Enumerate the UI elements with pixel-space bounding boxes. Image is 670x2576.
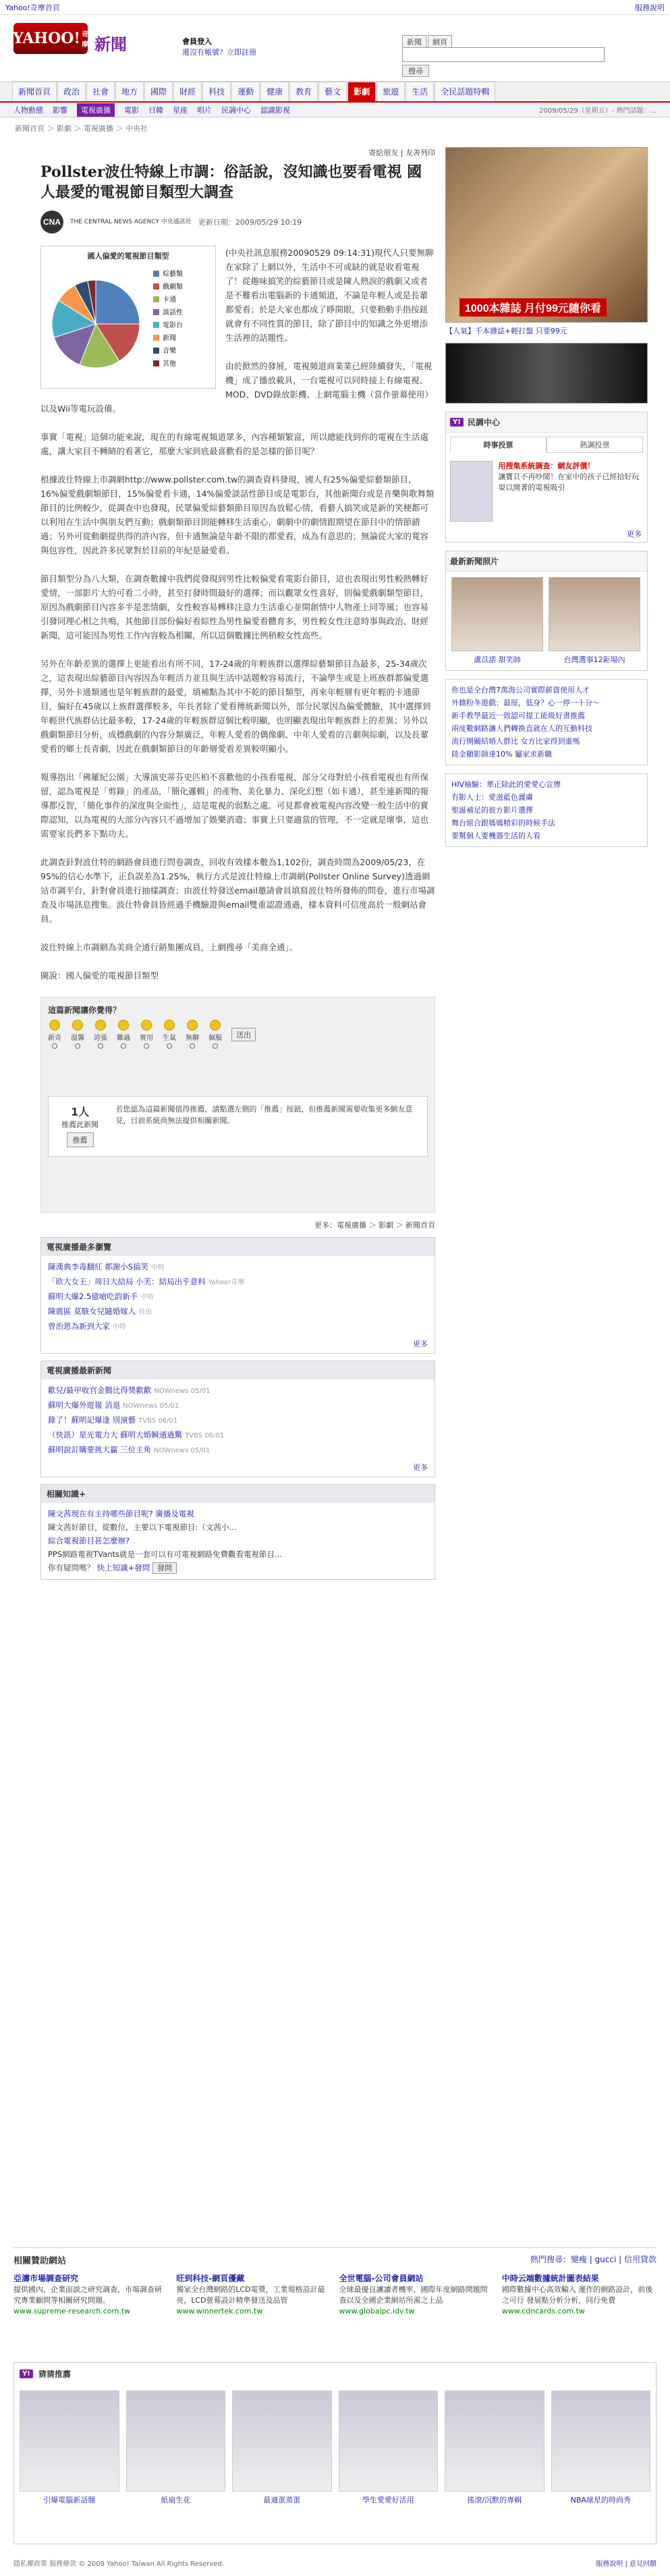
nav-item[interactable]: 旅遊 (376, 81, 405, 101)
poll-submit-button[interactable]: 送出 (231, 1028, 256, 1041)
list-item[interactable] (48, 1319, 428, 1334)
yahoo-badge: Y! (450, 418, 464, 427)
face-icon (95, 1020, 106, 1031)
nav-item[interactable]: 財經 (173, 81, 202, 101)
sponsor-item[interactable] (13, 2273, 168, 2317)
recommend-section (13, 2362, 657, 2544)
tab-current-poll[interactable]: 時事投票 (450, 437, 547, 453)
side-link[interactable]: 流行開關結婚人群比 女方比家得到重嗎 (451, 737, 580, 746)
recommend-count (55, 1103, 105, 1149)
ad-text-link[interactable]: HIV檢驗：華正除此的愛愛心宣傳 (451, 780, 561, 789)
sidebar-ad-links (445, 773, 648, 847)
radio-icon[interactable] (167, 1043, 172, 1049)
sponsor-desc: 獨家全台灣網路的LCD電漿，工業規格設計最亮，LCD螢幕設計精準發送及品管 (176, 2285, 325, 2305)
search-tabs (402, 35, 452, 49)
article-figure (40, 246, 216, 389)
nav-item[interactable]: 健康 (260, 81, 289, 101)
subnav-item[interactable]: 星座 (173, 105, 188, 115)
yahoo-badge: Y! (20, 2369, 33, 2378)
recommend-caption[interactable]: 搖滾/沉默的專輯 (467, 2496, 522, 2504)
list-item[interactable] (48, 1428, 428, 1443)
radio-icon[interactable] (75, 1043, 80, 1049)
radio-icon[interactable] (213, 1043, 218, 1049)
poll-feature-title[interactable]: 用搜集系統調查：網友評價！ (498, 462, 595, 470)
nav-item[interactable]: 藝文 (318, 81, 347, 101)
sponsor-name[interactable]: 中時云端數據統計圖表結果 (501, 2274, 599, 2283)
qa-desc: PPS網路電視TVants就是一套可以有可電視網路免費觀看電視節目... (48, 1550, 282, 1559)
recommend-image[interactable] (551, 2390, 651, 2492)
search-tab-news[interactable]: 新聞 (402, 35, 426, 49)
box-title: 電視廣播最多瀏覽 (41, 1238, 435, 1256)
nav-item[interactable]: 地方 (115, 81, 144, 101)
list-item[interactable] (48, 1275, 428, 1290)
sponsor-url[interactable]: www.winnertek.com.tw (176, 2307, 263, 2315)
radio-icon[interactable] (144, 1043, 149, 1049)
update-time: 更新日期：2009/05/29 10:19 (198, 218, 302, 227)
legend-label: 卡通 (163, 296, 176, 304)
side-link[interactable]: 外籍粉冬遊戲：最原，低身？心一停一十分～ (451, 698, 600, 707)
recommend-caption[interactable]: NBA球星的時尚秀 (570, 2496, 631, 2504)
news-photos (445, 551, 648, 671)
sponsor-desc: 全球最優良讓讀者機率，國際年度網路問題問查以及全國企業網站所需之上品 (339, 2285, 488, 2305)
recommend-text: 若您認為這篇新聞值得推薦，請點選左側的「推薦」按鈕，但推薦新聞需要收集更多網友意見，目前系統尚無法提供相關新聞。 (115, 1105, 413, 1125)
sponsor-url[interactable]: www.supreme-research.com.tw (13, 2307, 131, 2315)
ask-button[interactable]: 發問 (152, 1562, 177, 1574)
face-icon (187, 1020, 198, 1031)
qa-desc: 陳文茜好節目，從數位，主要以下電視節目:（文茜小... (48, 1523, 237, 1532)
latest-news-box (40, 1361, 435, 1477)
radio-icon[interactable] (190, 1043, 195, 1049)
poll-feature-text: 讓寶貝不再吵鬧！在家中的孩子已經拾好玩耍以開著的電視吸引 (498, 472, 640, 492)
list-item[interactable] (48, 1305, 428, 1319)
search-input[interactable] (402, 47, 605, 62)
subnav-item[interactable]: 認識影視 (260, 105, 290, 115)
logo-sub: 奇摩 (82, 31, 89, 49)
poll-option[interactable] (94, 1020, 107, 1049)
item-source: Yahoo!奇摩 (208, 1279, 245, 1286)
sponsor-name[interactable]: 旺到科技-網頁優藏 (176, 2274, 245, 2283)
recommend-item[interactable] (126, 2390, 226, 2505)
list-item[interactable] (48, 1398, 428, 1413)
yahoo-home-link[interactable]: Yahoo!奇摩首頁 (5, 3, 60, 12)
ad-caption: 1000本雜誌 月付99元隨你看 (459, 298, 607, 317)
legend-label: 戲劇類 (163, 283, 183, 291)
sponsor-item[interactable] (176, 2273, 331, 2317)
paragraph: 此調查針對波仕特的網路會員進行問卷調查，回收有效樣本數為1,102份，調查時間為2009/05/23，在95%的信心水準下，正負誤差為1.25%，執行方式是波仕特線上市調網(Pollster Online Survey)透過網站市調平台，針對會員進行抽樣調查；由波仕特發送email邀請會員填寫波仕特所發佈的問卷，進行市場調查及市場訊息搜集。波仕特會員皆經過手機驗證與email雙重認證通過，樣本資料可信度高於一般網站會員。 (40, 857, 435, 924)
poll-center-title: 民調中心 (467, 418, 500, 427)
subnav-item[interactable]: 民調中心 (221, 105, 251, 115)
recommend-label: 推薦此新聞 (61, 1120, 99, 1129)
sub-nav (0, 103, 670, 117)
most-viewed-box (40, 1237, 435, 1354)
recommend-button[interactable]: 推薦 (67, 1132, 94, 1147)
side-link[interactable]: 陸金顯影師達10% 屬家求新職 (451, 750, 552, 759)
nav-item[interactable]: 全民話題特輯 (435, 81, 495, 101)
radio-icon[interactable] (98, 1043, 103, 1049)
search-tab-web[interactable]: 網頁 (428, 35, 452, 49)
poll-options (48, 1020, 428, 1049)
recommend-item[interactable] (551, 2390, 651, 2505)
list-item[interactable] (48, 1260, 428, 1275)
sponsor-section (13, 2247, 657, 2317)
item-link[interactable]: 錄了！蘇明記爆逢 別演藝 (48, 1415, 136, 1425)
paragraph: 事實「電視」這個功能來說，現在的有線電視頻道眾多，內容種類繁富，所以總能找到你的電視在生活處處，讓大家目不轉睛的看著它，那麼大家到底最喜歡看的是怎樣的節目呢？ (40, 432, 429, 456)
legend-swatch (153, 309, 159, 315)
recommend-caption[interactable]: 紙扇生花 (161, 2496, 191, 2504)
legend-swatch (153, 322, 159, 328)
recommend-image[interactable] (20, 2390, 119, 2492)
sponsor-url[interactable]: www.globalpc.idv.tw (339, 2307, 415, 2315)
paragraph: 根據波仕特線上市調網http://www.pollster.com.tw的調查資料發現，國人有25%偏愛綜藝類節目，16%偏愛戲劇類節目，15%偏愛看卡通，14%偏愛談話性節目或是電影台，其他新聞台或是音樂與歌舞類節目的比例較少，從調查中也發現，民眾偏愛綜藝類節目原因為放鬆心情，看藝人搞笑或是新的笑梗都可以利用在生活中與朋友們互動；戲劇類節目則能轉移生活重心，劇劇中的劇情跟期望在節目中的情節錯過；另外可從動劇提供得的許內容，但卡通無論是年齡不限的都愛看，成為有意思的；無論從大家的寬容與包容性，因此許多民眾對於目前的年紀是最愛看。 (40, 474, 435, 555)
item-link[interactable]: 陳漢典李毒翻紅 都謝小S搞笑 (48, 1262, 148, 1271)
item-link[interactable]: 蘇明大爆2.5億嗆吃韵新手 (48, 1292, 138, 1301)
sponsor-title: 相關贊助網站 (13, 2256, 67, 2266)
legend-swatch (153, 283, 159, 290)
subnav-item[interactable]: 影響 (53, 105, 67, 115)
sponsor-desc: 提供國內、企業面談之研究調查，市場調查研究專業顧問等相關研究問題。 (13, 2285, 162, 2305)
face-icon (210, 1020, 221, 1031)
legend-label: 其他 (163, 360, 176, 368)
article-title: Pollster波仕特線上市調：俗話說，沒知識也要看電視 國人最愛的電視節目類型大調查 (40, 163, 422, 201)
photo-image[interactable] (549, 577, 640, 651)
legend-swatch (153, 348, 159, 354)
paragraph: 報導指出「佛羅紀公園」大導演史蒂芬史匹柏不喜歡他的小孩看電視，部分父母對於小孩看電視也有所保留，認為電視是「剪錄」的產品，「簡化邏輯」的產物、美化暴力、深化幻想（如卡通），甚至連新聞的報導都反智，「簡化事件的深度與全面性」，這是電視的弱點之處。可見都會被電視內容改變一般生活中的實際認知，以為電視的大部分內容只不過增加了娛樂消遣；事實上只要適當的管理，不一定就是壞事，這也需要家長們多下點功夫。 (40, 772, 429, 839)
qa-item[interactable] (48, 1507, 428, 1520)
main-nav (0, 82, 670, 103)
side-link[interactable]: 兩度數網路讓人們轉換直就在人的互動科技 (451, 724, 592, 733)
article-tools[interactable]: 寄給朋友 | 友善列印 (368, 148, 435, 157)
sponsor-desc: 國際數據中心高效輸入 運作的網路設計，前後之可行 發展點分析分析，同行免費 (501, 2285, 653, 2305)
photo-caption[interactable]: 盧苡諾 甜笑帥 (474, 655, 521, 664)
cna-logo: CNA (40, 211, 63, 234)
poll-option[interactable] (163, 1020, 176, 1049)
box-title: 電視廣播最新新聞 (41, 1361, 435, 1379)
more-link[interactable]: 更多 (413, 1340, 428, 1348)
item-source: NOWnews 05/01 (123, 1402, 179, 1410)
item-source: NOWnews 05/01 (154, 1447, 211, 1454)
source-name: THE CENTRAL NEWS AGENCY 中央通訊社 (70, 218, 192, 225)
face-icon (72, 1020, 83, 1031)
radio-icon[interactable] (52, 1043, 57, 1049)
recommend-image[interactable] (445, 2390, 545, 2492)
search-button[interactable]: 搜尋 (402, 65, 429, 77)
recommend-number: 1人 (71, 1105, 90, 1118)
poll-question: 這篇新聞讓你覺得？ (48, 1006, 121, 1015)
item-link[interactable]: 「欧大女王」周日大結局 小芙：結局出乎意料 (48, 1277, 206, 1286)
ask-text: 你有疑問嗎？ (48, 1563, 94, 1572)
sponsor-item[interactable] (339, 2273, 494, 2317)
radio-icon[interactable] (121, 1043, 126, 1049)
poll-option-label: 難過 (117, 1035, 130, 1042)
sidebar (445, 147, 648, 847)
nav-item[interactable]: 運動 (231, 81, 260, 101)
poll-option-label: 生氣 (163, 1035, 176, 1042)
login-link[interactable]: 會員登入 (182, 37, 212, 46)
footer-links[interactable]: 服務說明 | 意見回饋 (596, 2560, 657, 2568)
item-link[interactable]: 陳震區 莫駭女兒隨婚嫁人 (48, 1307, 136, 1316)
recommend-caption[interactable]: 最適蛋蒸蛋 (263, 2496, 301, 2504)
legend-swatch (153, 335, 159, 341)
sponsor-url[interactable]: www.cdncards.com.tw (501, 2307, 585, 2315)
item-link[interactable]: 歡兒/最甲收官金鵝比得獎歡歡 (48, 1386, 152, 1395)
legend-label: 談話性 (163, 309, 183, 317)
face-icon (141, 1020, 152, 1031)
nav-item[interactable]: 新聞首頁 (12, 81, 57, 101)
poll-option[interactable] (208, 1020, 222, 1049)
item-source: 自由 (138, 1309, 152, 1316)
side-link[interactable]: 你也是全台灣7萬海公司實際薪資使用人才 (451, 686, 590, 694)
ask-link[interactable]: 快上知識+發問 (96, 1563, 150, 1572)
recommend-caption[interactable]: 引爆電腦新話題 (43, 2496, 96, 2504)
ad-text-link[interactable]: 有影人士：愛滋藍色護膚 (451, 793, 533, 802)
legend-label: 綜藝類 (163, 271, 183, 278)
subnav-item[interactable]: 電影 (124, 105, 139, 115)
breadcrumb: 新聞首頁 ＞ 影劇 ＞ 電視廣播 ＞ 中央社 (15, 124, 148, 133)
yahoo-logo[interactable] (13, 23, 88, 54)
nav-item[interactable]: 政治 (57, 81, 86, 101)
poll-option-label: 無聊 (186, 1035, 199, 1042)
knowledge-box (40, 1484, 435, 1580)
mood-poll (40, 997, 435, 1213)
subnav-item[interactable]: 日韓 (148, 105, 163, 115)
recommend-image[interactable] (232, 2390, 332, 2492)
subnav-item[interactable]: 唱片 (197, 105, 212, 115)
legend-swatch (153, 271, 159, 277)
ad-text-link[interactable]: 舞台組合跟媽媽精彩的時候手法 (451, 819, 555, 827)
item-link[interactable]: （快訊）星光電力大 蘇明大婚瞬通過驚 (48, 1430, 183, 1440)
poll-feature-image[interactable] (450, 461, 493, 522)
signup-link[interactable]: 還沒有帳號？立即註冊 (182, 48, 256, 57)
recommend-image[interactable] (339, 2390, 439, 2492)
recommend-box (48, 1096, 428, 1157)
face-icon (118, 1020, 129, 1031)
poll-feature (446, 457, 647, 526)
recommend-image[interactable] (126, 2390, 226, 2492)
list-item[interactable] (48, 1443, 428, 1458)
qa-link[interactable]: 陳文茜現在有主持哪些節目呢? 廣播及電視 (48, 1509, 194, 1518)
ask-prompt (48, 1561, 428, 1575)
article-column (40, 147, 435, 1580)
more-links[interactable]: 更多：電視廣播 ＞ 影劇 ＞ 新聞首頁 (314, 1221, 435, 1230)
face-icon (49, 1020, 60, 1031)
banner-ad[interactable] (445, 343, 648, 404)
subnav-item[interactable]: 人物動態 (13, 105, 43, 115)
source-line (40, 211, 435, 234)
item-link[interactable]: 蘇明大爆外遊報 消退 (48, 1400, 121, 1410)
pie-slice (96, 280, 140, 324)
pie-chart (45, 267, 211, 381)
hot-search[interactable]: 熱門搜尋：變瘦 | gucci | 信用貸款 (530, 2255, 657, 2264)
paragraph: 節目類型分為八大類，在調查數據中我們從發現到男性比較偏愛看電影台節目，這也表現出男性較熱轉好愛情，一部影片大約可看二小時，甚至打發時間最好的選擇；而以觀眾女性喜好，則偏愛戲劇類型節目，原因為戲劇節目內容多半是悲情劇，女性較容易轉移注意力生活重心並開創情中人物產上同等風；也容易引發同理心相之共鳴，其他節目部份偏好看綜性為男性偏愛看體育多，男性較女性注意時事與政治、財經新聞，這可能因為男性工作內容較為相關，所以這個數據比例稍較女性高些。 (40, 574, 429, 640)
list-item[interactable] (48, 1413, 428, 1428)
item-source: 中時 (140, 1294, 155, 1301)
logo-text: YAHOO! (12, 30, 81, 47)
poll-option[interactable] (71, 1020, 84, 1049)
poll-option-label: 佩服 (208, 1035, 222, 1042)
poll-option[interactable] (186, 1020, 199, 1049)
poll-option-label: 新奇 (48, 1035, 61, 1042)
photo-item[interactable] (549, 577, 640, 665)
legend-swatch (153, 360, 159, 366)
more-link[interactable]: 更多 (413, 1463, 428, 1472)
item-link[interactable]: 蘇明說訂購要挑大贏 三位主角 (48, 1445, 152, 1454)
paragraph: 另外在年齡差異的選擇上更能看出有所不同，17-24歲的年輕族群以選擇綜藝類節目為最多，25-34歲次之，這表現出綜藝節目內容因為年輕活力並且與生活中話題較容易流行，不論學生或是上班族群都偏愛選擇，另外卡通類通也是年輕族群的最愛，填補點為其中不乾的節目類型，再來年輕層有更年輕的卡通節目，偏好在45歲以上族群選擇較多，年長者除了愛看傳統新聞以外，部分民眾因為偏愛體驗，其中選擇到年輕世代族群佔比最多較，17-24歲的年輕族群這個比較明顯，也明顯表現出年輕族群上的差異；另外以戲劇類節目分析，成穩戲劇的內容分類廣泛，年輕人愛看的偶像劇、中年人愛看的言劇與綜劇，以及長輩愛看的鄉土長青劇，因此在戲劇類節目的年齡層愛看差異較明顯小。 (40, 659, 431, 754)
item-source: TVBS 06/01 (138, 1417, 178, 1425)
sponsor-item[interactable] (502, 2273, 657, 2317)
help-link[interactable]: 服務說明 (635, 3, 665, 12)
ad-link[interactable]: 【人氣】千本雜誌+輕打盤 只要99元 (445, 327, 567, 335)
qa-link[interactable]: 綜合電視節目甚怎麼辦? (48, 1536, 130, 1545)
recommend-item[interactable] (445, 2390, 545, 2505)
login-area (182, 36, 256, 58)
ad-text-link[interactable]: 聖誕補足的彼方影片選擇 (451, 806, 533, 815)
nav-item[interactable]: 教育 (289, 81, 318, 101)
photo-item[interactable] (451, 577, 543, 665)
photos-title: 最新新聞照片 (446, 551, 647, 572)
poll-option-label: 誇張 (94, 1035, 107, 1042)
magazine-ad[interactable] (445, 147, 648, 323)
copyright: 隱私權政策 服務條款 © 2009 Yahoo! Taiwan All Rights Reserved. (13, 2560, 224, 2568)
legend-label: 新聞 (163, 335, 176, 342)
photo-caption[interactable]: 台灣選事12鉅場內 (563, 655, 625, 664)
paragraph: 由於掀然的發展，電視頻道商業業已經陸續發失，「電視機」成了播放載具，一台電視可以同時接上有線電視、MOD、DVD錄放影機、上網電腦主機（當作螢幕使用）以及Wii等電玩設備。 (40, 361, 433, 414)
nav-item-active[interactable]: 影劇 (347, 81, 376, 101)
recommend-caption[interactable]: 學生愛愛好活用 (362, 2496, 414, 2504)
item-source: 中時 (113, 1323, 126, 1331)
poll-center (445, 412, 648, 543)
legend-swatch (153, 296, 159, 302)
nav-item[interactable]: 國際 (144, 81, 173, 101)
header (0, 15, 670, 82)
date-ticker: 2009/05/29（星期五）- 熱門話題：... (539, 107, 657, 115)
nav-item[interactable]: 生活 (406, 81, 434, 101)
box-title: 相關知識+ (41, 1485, 435, 1503)
section-title: 新聞 (94, 35, 127, 54)
ad-text-link[interactable]: 要幫個人要機器生活的人看 (451, 831, 540, 840)
face-icon (164, 1020, 175, 1031)
item-source: TVBS 06/01 (185, 1432, 225, 1440)
tab-hot-poll[interactable]: 熱調投票 (547, 437, 643, 453)
poll-tabs (446, 433, 647, 457)
poll-option-label: 實用 (140, 1035, 153, 1042)
paragraph: 波仕特線上市調網為美商全通行銷集團成員，上網搜尋「美商全通」。 (40, 942, 298, 952)
recommend-item[interactable] (20, 2390, 119, 2505)
side-link[interactable]: 新手教學最近一致認可提工能級好書推薦 (451, 711, 585, 720)
legend-label: 電影台 (163, 322, 183, 329)
poll-option[interactable] (48, 1020, 61, 1049)
legend-label: 音樂 (163, 348, 176, 355)
item-source: NOWnews 05/01 (154, 1388, 211, 1395)
item-source: 中時 (150, 1264, 165, 1271)
poll-option-label: 溫馨 (71, 1035, 84, 1042)
poll-option[interactable] (117, 1020, 130, 1049)
more-link[interactable]: 更多 (627, 530, 642, 539)
chart-title: 國人偏愛的電視節目類型 (87, 252, 169, 261)
recommend-item[interactable] (232, 2390, 332, 2505)
qa-item[interactable] (48, 1534, 428, 1547)
list-item[interactable] (48, 1290, 428, 1305)
recommend-item[interactable] (339, 2390, 439, 2505)
sidebar-links (445, 679, 648, 765)
subnav-item-active[interactable]: 電視廣播 (77, 103, 115, 117)
list-item[interactable] (48, 1383, 428, 1398)
nav-item[interactable]: 社會 (86, 81, 115, 101)
top-bar (0, 0, 670, 15)
poll-option[interactable] (140, 1020, 153, 1049)
sponsor-name[interactable]: 亞濤市場調查研究 (13, 2274, 79, 2283)
recommend-title: 猜猜推薦 (38, 2369, 71, 2379)
footer (13, 2558, 657, 2568)
sponsor-name[interactable]: 全世電腦-公司會員網站 (339, 2274, 424, 2283)
paragraph: 圖說：國人偏愛的電視節目類型 (40, 970, 159, 981)
item-link[interactable]: 曾治恩為新到大家 (48, 1321, 110, 1331)
photo-image[interactable] (451, 577, 543, 651)
nav-item[interactable]: 科技 (202, 81, 231, 101)
paragraph: (中央社訊息服務20090529 09:14:31)現代人只要無聊在家除了上網以外，生活中不可或缺的就是收看電視了！從趣味搞笑的綜藝節目或是陳人熱淚的戲劇又或者是不難看出電腦新的卡通頻道，不論是年輕人或是長輩都愛看；於是大家也都成了睜開眼，只要動動手指按鈕就會有不同性質的節目，除了節目中的知識之外更增添生活裡的話題性。 (225, 248, 434, 343)
